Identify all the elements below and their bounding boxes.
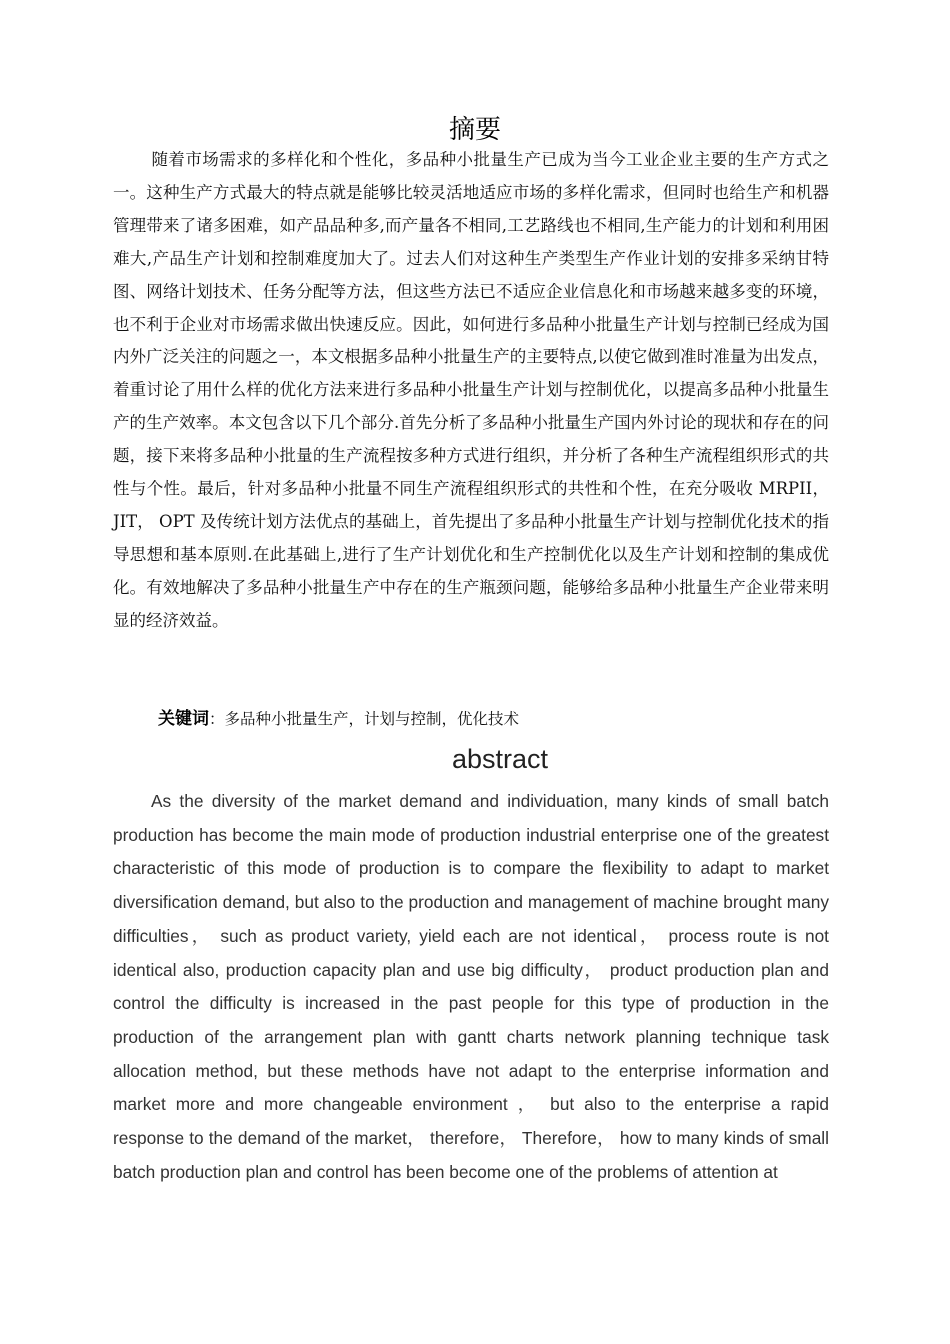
chinese-abstract-body [113,144,829,638]
chinese-abstract-title: 摘要 [448,115,501,145]
keywords-line [158,704,838,734]
english-abstract-body [113,785,829,1189]
chinese-abstract-text: 随着市场需求的多样化和个性化，多品种小批量生产已成为当今工业企业主要的生产方式之一。这种生产方式最大的特点就是能够比较灵活地适应市场的多样化需求，但同时也给生产和机器管理带来了诸多困难，如产品品种多,而产量各不相同,工艺路线也不相同,生产能力的计划和利用困难大,产品生产计划和控制难度加大了。过去人们对这种生产类型生产作业计划的安排多采纳甘特图、网络计划技术、任务分配等方法，但这些方法已不适应企业信息化和市场越来越多变的环境，也不利于企业对市场需求做出快速反应。因此，如何进行多品种小批量生产计划与控制已经成为国内外广泛关注的问题之一，本文根据多品种小批量生产的主要特点,以使它做到准时准量为出发点，着重讨论了用什么样的优化方法来进行多品种小批量生产计划与控制优化，以提高多品种小批量生产的生产效率。本文包含以下几个部分.首先分析了多品种小批量生产国内外讨论的现状和存在的问题，接下来将多品种小批量的生产流程按多种方式进行组织，并分析了各种生产流程组织形式的共性与个性。最后，针对多品种小批量不同生产流程组织形式的共性和个性，在充分吸收 MRPII， JIT， OPT 及传统计划方法优点的基础上，首先提出了多品种小批量生产计划与控制优化技术的指导思想和基本原则.在此基础上,进行了生产计划优化和生产控制优化以及生产计划和控制的集成优化。有效地解决了多品种小批量生产中存在的生产瓶颈问题，能够给多品种小批量生产企业带来明显的经济效益。 [113,150,829,630]
keywords-text: ：多品种小批量生产，计划与控制，优化技术 [209,710,520,728]
english-abstract-text: As the diversity of the market demand and individuation, many kinds of small batch production has become the main mode of production industrial enterprise one of the greatest characteristic of this mode of production is to compare the flexibility to adapt to market diversification demand, but also to the production and management of machine brought many difficulties， such as product variety, yield each are not identical， process route is not identical also, production capacity plan and use big difficulty， product production plan and control the difficulty is increased in the past people for this type of production in the production of the arrangement plan with gantt charts network planning technique task allocation method, but these methods have not adapt to the enterprise information and market more and more changeable environment ， but also to the enterprise a rapid response to the demand of the market， therefore， Therefore， how to many kinds of small batch production plan and control has been become one of the problems of attention at [113,791,829,1182]
keywords-label: 关键词 [158,709,209,729]
english-abstract-title: abstract [451,744,549,774]
